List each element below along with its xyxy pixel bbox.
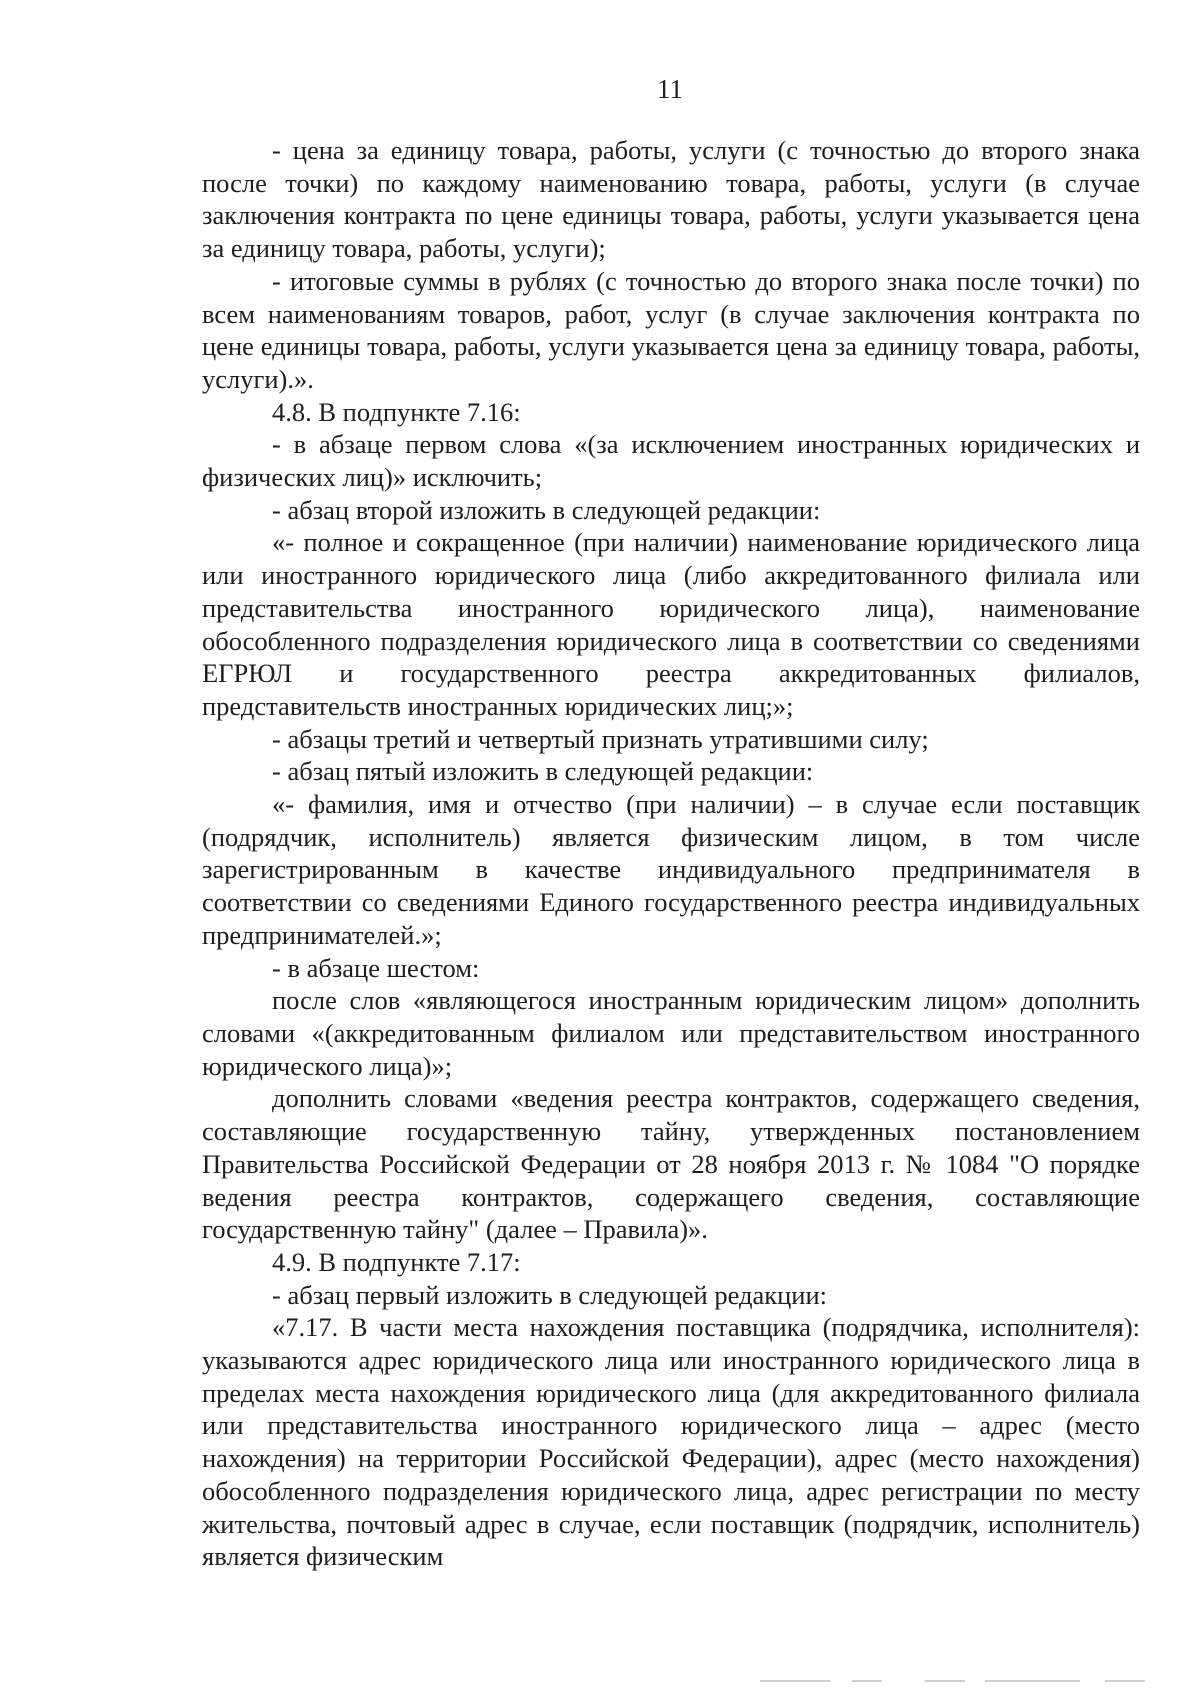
clause-4-8-heading: 4.8. В подпункте 7.16: [272,396,521,427]
footer-rule [760,1680,830,1682]
paragraph-after-words: после слов «являющегося иностранным юридическим лицом» дополнить словами «(аккредитованным филиалом или представительством иностранного юридического лица)»; [202,985,1140,1081]
paragraph-unit-price: - цена за единицу товара, работы, услуги (с точностью до второго знака после точки) по каждому наименованию товара, работы, услуги (в случае заключения контракта по цене единицы товара, работы, услуги указывается цена за единицу товара, работы, услуги); [202,135,1140,264]
paragraph-first-abzac-7-16: - в абзаце первом слова «(за исключением иностранных юридических и физических лиц)» исключить; [202,429,1140,493]
paragraph-fifth-abzac-intro: - абзац пятый изложить в следующей редакции: [272,756,814,787]
document-body [202,134,1140,1573]
page-number: 11 [657,74,683,104]
paragraph-second-abzac-intro: - абзац второй изложить в следующей редакции: [272,494,821,525]
clause-4-9-heading: 4.9. В подпункте 7.17: [272,1246,521,1277]
paragraph-sixth-abzac-intro: - в абзаце шестом: [272,952,480,983]
paragraph-first-abzac-7-17-intro: - абзац первый изложить в следующей редакции: [272,1279,828,1310]
footer-rule [925,1680,965,1682]
paragraph-individual-name: «- фамилия, имя и отчество (при наличии) – в случае если поставщик (подрядчик, исполнитель) является физическим лицом, в том числе зарегистрированным в качестве индивидуального предпринимателя в соответствии со сведениями Единого государственного реестра индивидуальных предпринимателей.»; [202,789,1140,950]
footer-rule [852,1680,882,1682]
paragraph-supplement-words: дополнить словами «ведения реестра контрактов, содержащего сведения, составляющие государственную тайну, утвержденных постановлением Правительства Российской Федерации от 28 ноября 2013 г. № 1084 "О порядке ведения реестра контрактов, содержащего сведения, составляющие государственную тайну" (далее – Правила)». [202,1083,1140,1245]
paragraph-third-fourth-abzac: - абзацы третий и четвертый признать утратившими силу; [272,723,929,754]
footer-rule [1105,1680,1145,1682]
paragraph-clause-7-17: «7.17. В части места нахождения поставщика (подрядчика, исполнителя): указываются адрес юридического лица или иностранного юридического лица в пределах места нахождения юридического лица (для аккредитованного филиала или представительства иностранного юридического лица – адрес (место нахождения) на территории Российской Федерации), адрес (место нахождения) обособленного подразделения юридического лица, адрес регистрации по месту жительства, почтовый адрес в случае, если поставщик (подрядчик, исполнитель) является физическим [202,1312,1140,1572]
footer-rule [985,1680,1080,1682]
paragraph-legal-entity-name: «- полное и сокращенное (при наличии) наименование юридического лица или иностранного юридического лица (либо аккредитованного филиала или представительства иностранного юридического лица), наименование обособленного подразделения юридического лица в соответствии со сведениями ЕГРЮЛ и государственного реестра аккредитованных филиалов, представительств иностранных юридических лиц;»; [202,527,1140,721]
paragraph-total-sums: - итоговые суммы в рублях (с точностью до второго знака после точки) по всем наименованиям товаров, работ, услуг (в случае заключения контракта по цене единицы товара, работы, услуги указывается цена за единицу товара, работы, услуги).». [202,265,1140,394]
